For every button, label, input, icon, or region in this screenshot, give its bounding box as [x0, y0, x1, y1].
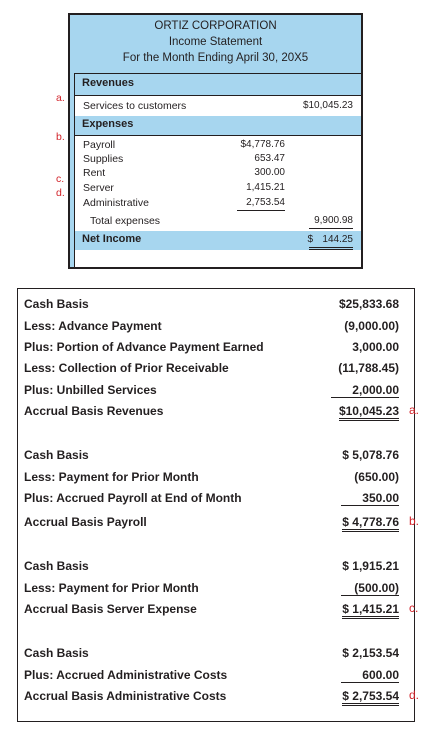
income-statement — [68, 13, 363, 269]
accrual-calculations — [17, 288, 420, 722]
calc-total-label: Accrual Basis Payroll — [24, 515, 147, 529]
calc-label: Cash Basis — [24, 297, 89, 311]
marker-b: b. — [409, 514, 420, 528]
calc-value: (650.00) — [354, 470, 399, 484]
calc-value: 2,000.00 — [331, 383, 399, 398]
calc-label: Plus: Accrued Administrative Costs — [24, 668, 228, 682]
statement-period: For the Month Ending April 30, 20X5 — [122, 52, 309, 64]
services-value: $10,045.23 — [302, 100, 353, 111]
revenues-header-band — [75, 74, 361, 96]
services-label: Services to customers — [83, 100, 187, 112]
expense-value: $4,778.76 — [240, 139, 285, 150]
calc-label: Cash Basis — [24, 646, 89, 660]
marker-b: b. — [56, 131, 65, 143]
calc-value: $ 2,153.54 — [342, 646, 399, 660]
expense-label: Supplies — [83, 153, 124, 165]
calc-total-value: $ 1,415.21 — [342, 602, 399, 619]
calc-value: $ 5,078.76 — [342, 448, 399, 462]
calc-label: Plus: Accrued Payroll at End of Month — [24, 491, 242, 505]
calc-label: Less: Collection of Prior Receivable — [24, 361, 229, 375]
statement-header — [70, 15, 361, 74]
calc-value: (500.00) — [341, 581, 399, 596]
marker-c: c. — [56, 173, 65, 185]
calc-value: $ 1,915.21 — [342, 559, 399, 573]
calc-label: Less: Advance Payment — [24, 319, 162, 333]
calc-label: Plus: Portion of Advance Payment Earned — [24, 340, 264, 354]
marker-a: a. — [56, 92, 65, 104]
calc-label: Less: Payment for Prior Month — [24, 470, 199, 484]
calc-label: Cash Basis — [24, 448, 89, 462]
calc-value: 600.00 — [341, 668, 399, 683]
expense-value: 653.47 — [254, 153, 285, 164]
calc-label: Plus: Unbilled Services — [24, 383, 157, 397]
calc-value: (9,000.00) — [344, 319, 399, 333]
calc-total-label: Accrual Basis Revenues — [24, 404, 164, 418]
net-income-value: 144.25 — [309, 233, 353, 250]
calc-label: Cash Basis — [24, 559, 89, 573]
revenues-heading: Revenues — [82, 77, 134, 89]
calc-total-label: Accrual Basis Administrative Costs — [24, 689, 227, 703]
calc-total-value: $10,045.23 — [339, 404, 399, 421]
calc-label: Less: Payment for Prior Month — [24, 581, 199, 595]
expense-label: Rent — [83, 167, 106, 179]
calc-total-value: $ 4,778.76 — [342, 515, 399, 532]
marker-d: d. — [409, 688, 420, 702]
statement-title: Income Statement — [168, 36, 263, 48]
marker-d: d. — [56, 187, 65, 199]
expense-label: Administrative — [83, 197, 149, 209]
expenses-heading: Expenses — [82, 118, 134, 130]
expense-value: 300.00 — [254, 167, 285, 178]
calc-value: 350.00 — [341, 491, 399, 506]
net-income-label: Net Income — [82, 233, 142, 245]
company-name: ORTIZ CORPORATION — [154, 20, 277, 32]
total-expenses-value: 9,900.98 — [309, 214, 353, 229]
expense-value: 2,753.54 — [237, 196, 285, 211]
calc-value: (11,788.45) — [338, 361, 399, 375]
calc-total-value: $ 2,753.54 — [342, 689, 399, 706]
calc-value: $25,833.68 — [338, 297, 399, 311]
calc-total-label: Accrual Basis Server Expense — [24, 602, 197, 616]
calc-value: 3,000.00 — [352, 340, 399, 354]
total-expenses-label: Total expenses — [90, 215, 161, 227]
expense-label: Server — [83, 182, 114, 194]
net-income-dollar: $ — [307, 234, 313, 245]
expense-value: 1,415.21 — [246, 182, 285, 193]
marker-a: a. — [409, 403, 420, 417]
expenses-header-band — [75, 116, 361, 136]
expense-label: Payroll — [83, 139, 116, 151]
marker-c: c. — [409, 601, 419, 615]
